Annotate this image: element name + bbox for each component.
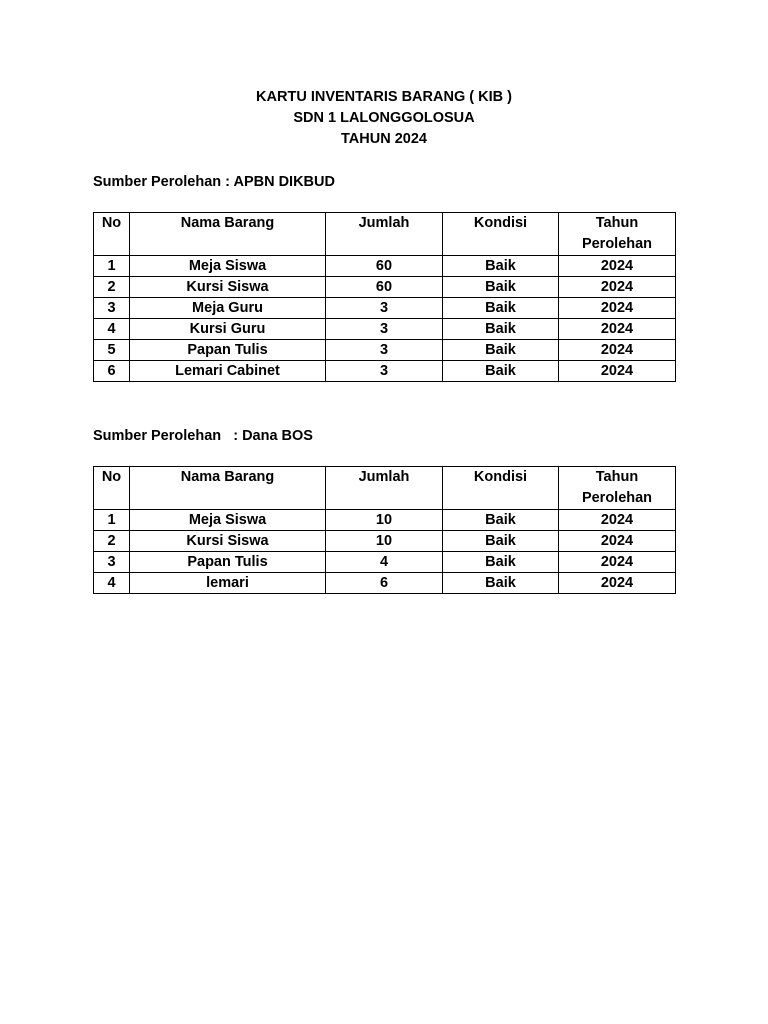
cell-kondisi: Baik	[443, 277, 559, 298]
cell-no: 5	[94, 340, 130, 361]
cell-nama-barang: Meja Siswa	[130, 256, 326, 277]
column-header-tahun-line2: Perolehan	[581, 236, 653, 252]
school-name: SDN 1 LALONGGOLOSUA	[293, 110, 475, 126]
table-row	[94, 531, 676, 552]
column-header-jumlah: Jumlah	[326, 467, 443, 510]
section-label-apbn: Sumber Perolehan : APBN DIKBUD	[93, 174, 335, 190]
inventory-table-apbn	[93, 212, 676, 382]
column-header-no: No	[94, 467, 130, 510]
cell-kondisi: Baik	[443, 340, 559, 361]
cell-kondisi: Baik	[443, 531, 559, 552]
cell-jumlah: 3	[326, 340, 443, 361]
cell-tahun: 2024	[559, 531, 676, 552]
column-header-tahun-line1: Tahun	[595, 215, 639, 231]
table-header-row	[94, 213, 676, 256]
cell-nama-barang: Lemari Cabinet	[130, 361, 326, 382]
cell-nama-barang: Papan Tulis	[130, 340, 326, 361]
table-row	[94, 340, 676, 361]
cell-jumlah: 10	[326, 531, 443, 552]
cell-tahun: 2024	[559, 573, 676, 594]
cell-jumlah: 6	[326, 573, 443, 594]
cell-no: 4	[94, 573, 130, 594]
table-row	[94, 510, 676, 531]
inventory-table-dana-bos	[93, 466, 676, 594]
table-row	[94, 361, 676, 382]
column-header-kondisi: Kondisi	[443, 467, 559, 510]
cell-kondisi: Baik	[443, 319, 559, 340]
cell-tahun: 2024	[559, 319, 676, 340]
column-header-kondisi: Kondisi	[443, 213, 559, 256]
cell-nama-barang: lemari	[130, 573, 326, 594]
cell-no: 2	[94, 531, 130, 552]
cell-no: 6	[94, 361, 130, 382]
column-header-tahun-perolehan	[559, 467, 676, 510]
table-row	[94, 319, 676, 340]
column-header-nama-barang: Nama Barang	[130, 467, 326, 510]
cell-tahun: 2024	[559, 510, 676, 531]
cell-nama-barang: Kursi Siswa	[130, 531, 326, 552]
table-row	[94, 277, 676, 298]
document-header	[0, 87, 768, 150]
cell-jumlah: 3	[326, 361, 443, 382]
column-header-nama-barang: Nama Barang	[130, 213, 326, 256]
cell-kondisi: Baik	[443, 256, 559, 277]
table-header-row	[94, 467, 676, 510]
cell-tahun: 2024	[559, 340, 676, 361]
cell-jumlah: 10	[326, 510, 443, 531]
cell-kondisi: Baik	[443, 298, 559, 319]
cell-tahun: 2024	[559, 277, 676, 298]
cell-nama-barang: Kursi Siswa	[130, 277, 326, 298]
cell-no: 1	[94, 510, 130, 531]
cell-tahun: 2024	[559, 298, 676, 319]
cell-kondisi: Baik	[443, 361, 559, 382]
cell-no: 1	[94, 256, 130, 277]
table-row	[94, 256, 676, 277]
cell-kondisi: Baik	[443, 552, 559, 573]
document-title: KARTU INVENTARIS BARANG ( KIB )	[256, 89, 512, 105]
cell-no: 3	[94, 552, 130, 573]
cell-jumlah: 60	[326, 277, 443, 298]
table-row	[94, 298, 676, 319]
cell-nama-barang: Meja Siswa	[130, 510, 326, 531]
section-label-dana-bos: Sumber Perolehan : Dana BOS	[93, 428, 313, 444]
column-header-tahun-line2: Perolehan	[581, 490, 653, 506]
cell-tahun: 2024	[559, 361, 676, 382]
cell-jumlah: 60	[326, 256, 443, 277]
column-header-jumlah: Jumlah	[326, 213, 443, 256]
cell-kondisi: Baik	[443, 510, 559, 531]
column-header-tahun-line1: Tahun	[595, 469, 639, 485]
cell-nama-barang: Kursi Guru	[130, 319, 326, 340]
cell-no: 3	[94, 298, 130, 319]
cell-kondisi: Baik	[443, 573, 559, 594]
cell-nama-barang: Papan Tulis	[130, 552, 326, 573]
cell-nama-barang: Meja Guru	[130, 298, 326, 319]
cell-tahun: 2024	[559, 552, 676, 573]
cell-jumlah: 3	[326, 319, 443, 340]
cell-tahun: 2024	[559, 256, 676, 277]
column-header-no: No	[94, 213, 130, 256]
document-year: TAHUN 2024	[341, 131, 427, 147]
table-row	[94, 552, 676, 573]
cell-jumlah: 3	[326, 298, 443, 319]
cell-no: 2	[94, 277, 130, 298]
column-header-tahun-perolehan	[559, 213, 676, 256]
cell-jumlah: 4	[326, 552, 443, 573]
cell-no: 4	[94, 319, 130, 340]
table-row	[94, 573, 676, 594]
